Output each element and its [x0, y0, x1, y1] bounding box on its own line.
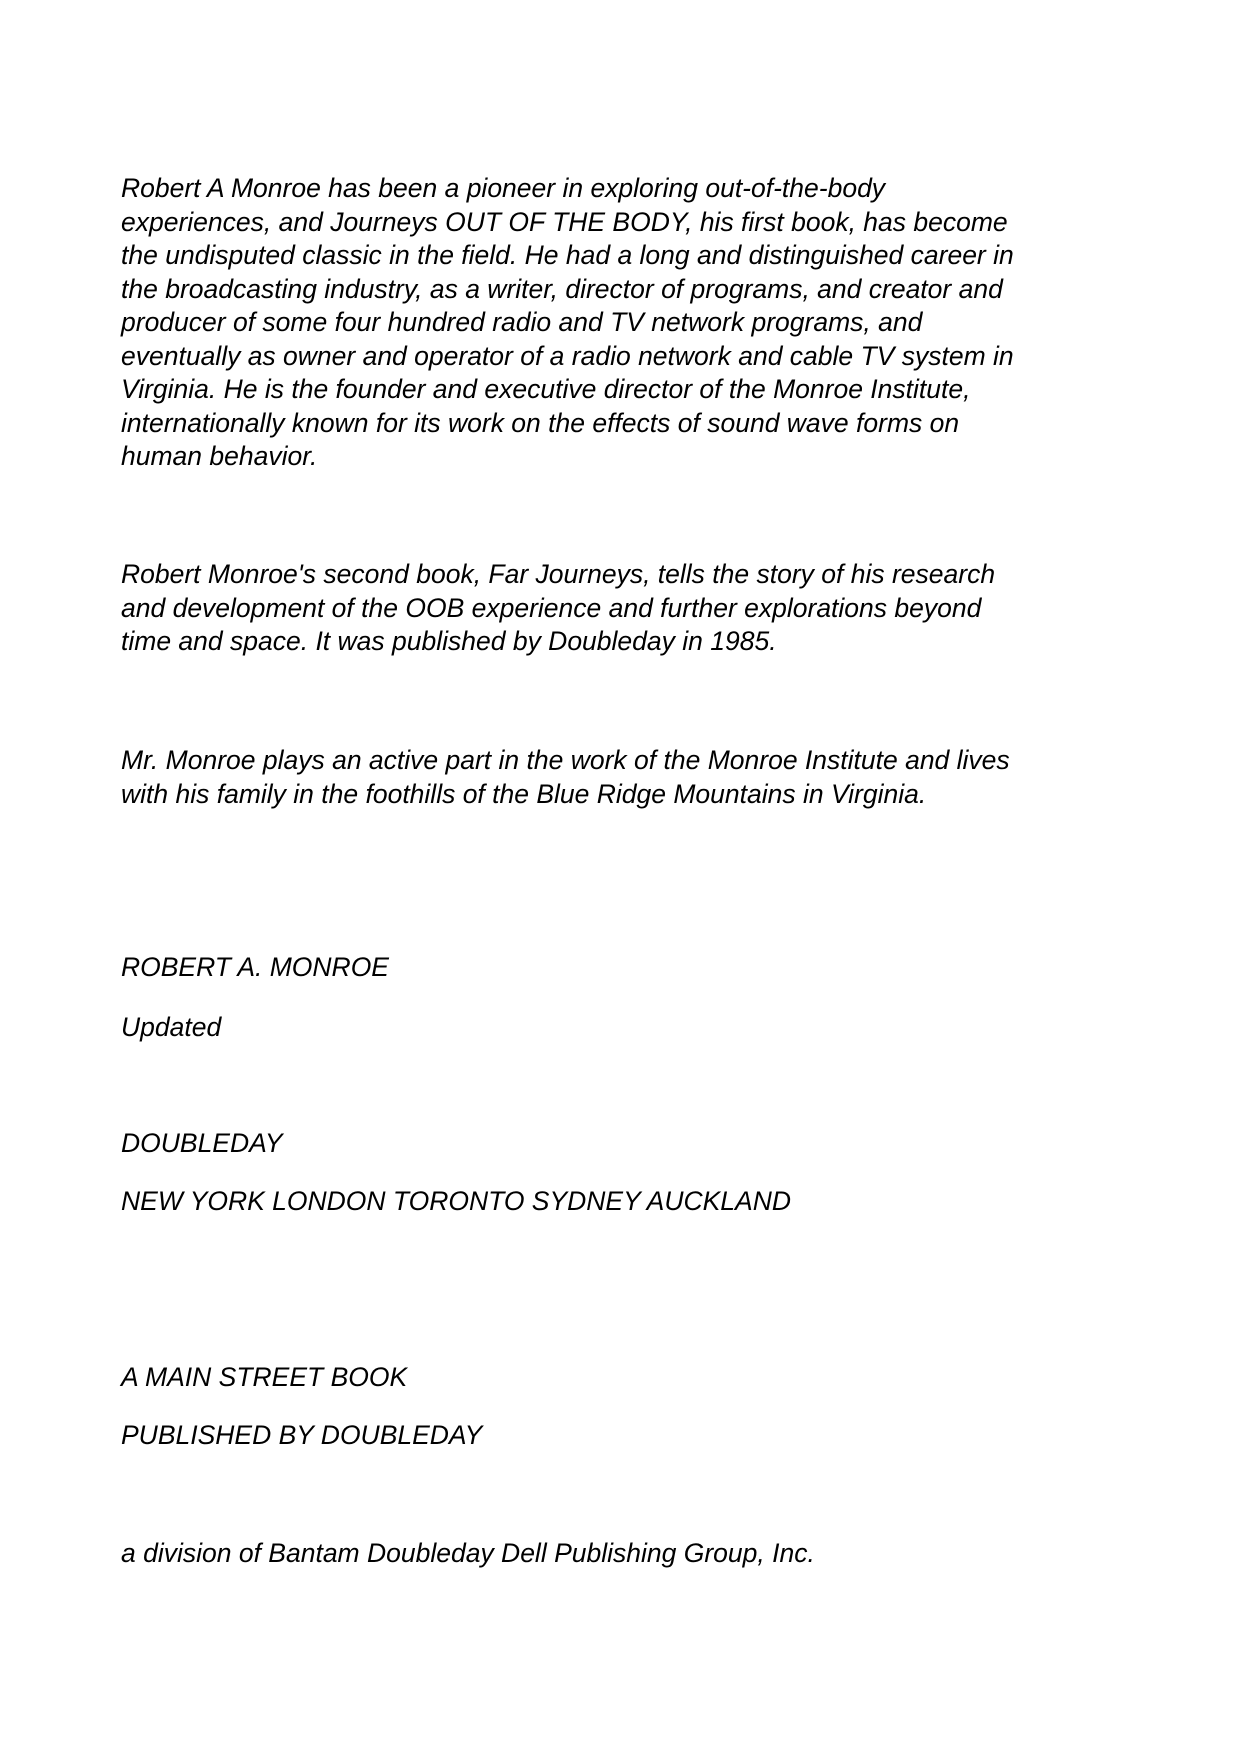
bio-paragraph-second-book: [121, 558, 1181, 659]
text-line: Robert A Monroe has been a pioneer in exploring out-of-the-body: [121, 173, 886, 203]
text-line: with his family in the foothills of the Blue Ridge Mountains in Virginia.: [121, 778, 927, 809]
author-name: ROBERT A. MONROE: [121, 952, 389, 982]
imprint-label: A MAIN STREET BOOK: [121, 1362, 408, 1392]
publisher-cities: NEW YORK LONDON TORONTO SYDNEY AUCKLAND: [121, 1186, 791, 1216]
edition-label: Updated: [121, 1012, 222, 1042]
text-line: Robert Monroe's second book, Far Journeys, tells the story of his research: [121, 559, 996, 589]
text-line: Mr. Monroe plays an active part in the work of the Monroe Institute and lives: [121, 745, 1010, 775]
published-by-line: PUBLISHED BY DOUBLEDAY: [121, 1420, 483, 1450]
text-line: the undisputed classic in the field. He had a long and distinguished career in: [121, 240, 1014, 270]
text-line: producer of some four hundred radio and TV network programs, and: [121, 307, 923, 337]
text-line: Virginia. He is the founder and executive director of the Monroe Institute,: [121, 374, 971, 404]
bio-paragraph-pioneer: [121, 172, 1181, 474]
text-line: internationally known for its work on the effects of sound wave forms on: [121, 407, 960, 438]
text-line: eventually as owner and operator of a radio network and cable TV system in: [121, 340, 1014, 371]
bio-paragraph-residence: [121, 744, 1181, 811]
text-line: and development of the OOB experience and further explorations beyond: [121, 592, 982, 623]
text-line: experiences, and Journeys OUT OF THE BODY, his first book, has become: [121, 206, 1008, 237]
text-line: the broadcasting industry, as a writer, director of programs, and creator and: [121, 273, 1003, 304]
text-line: human behavior.: [121, 441, 318, 471]
text-line: time and space. It was published by Doubleday in 1985.: [121, 626, 777, 656]
publisher-name: DOUBLEDAY: [121, 1128, 283, 1158]
division-line: a division of Bantam Doubleday Dell Publishing Group, Inc.: [121, 1538, 815, 1568]
